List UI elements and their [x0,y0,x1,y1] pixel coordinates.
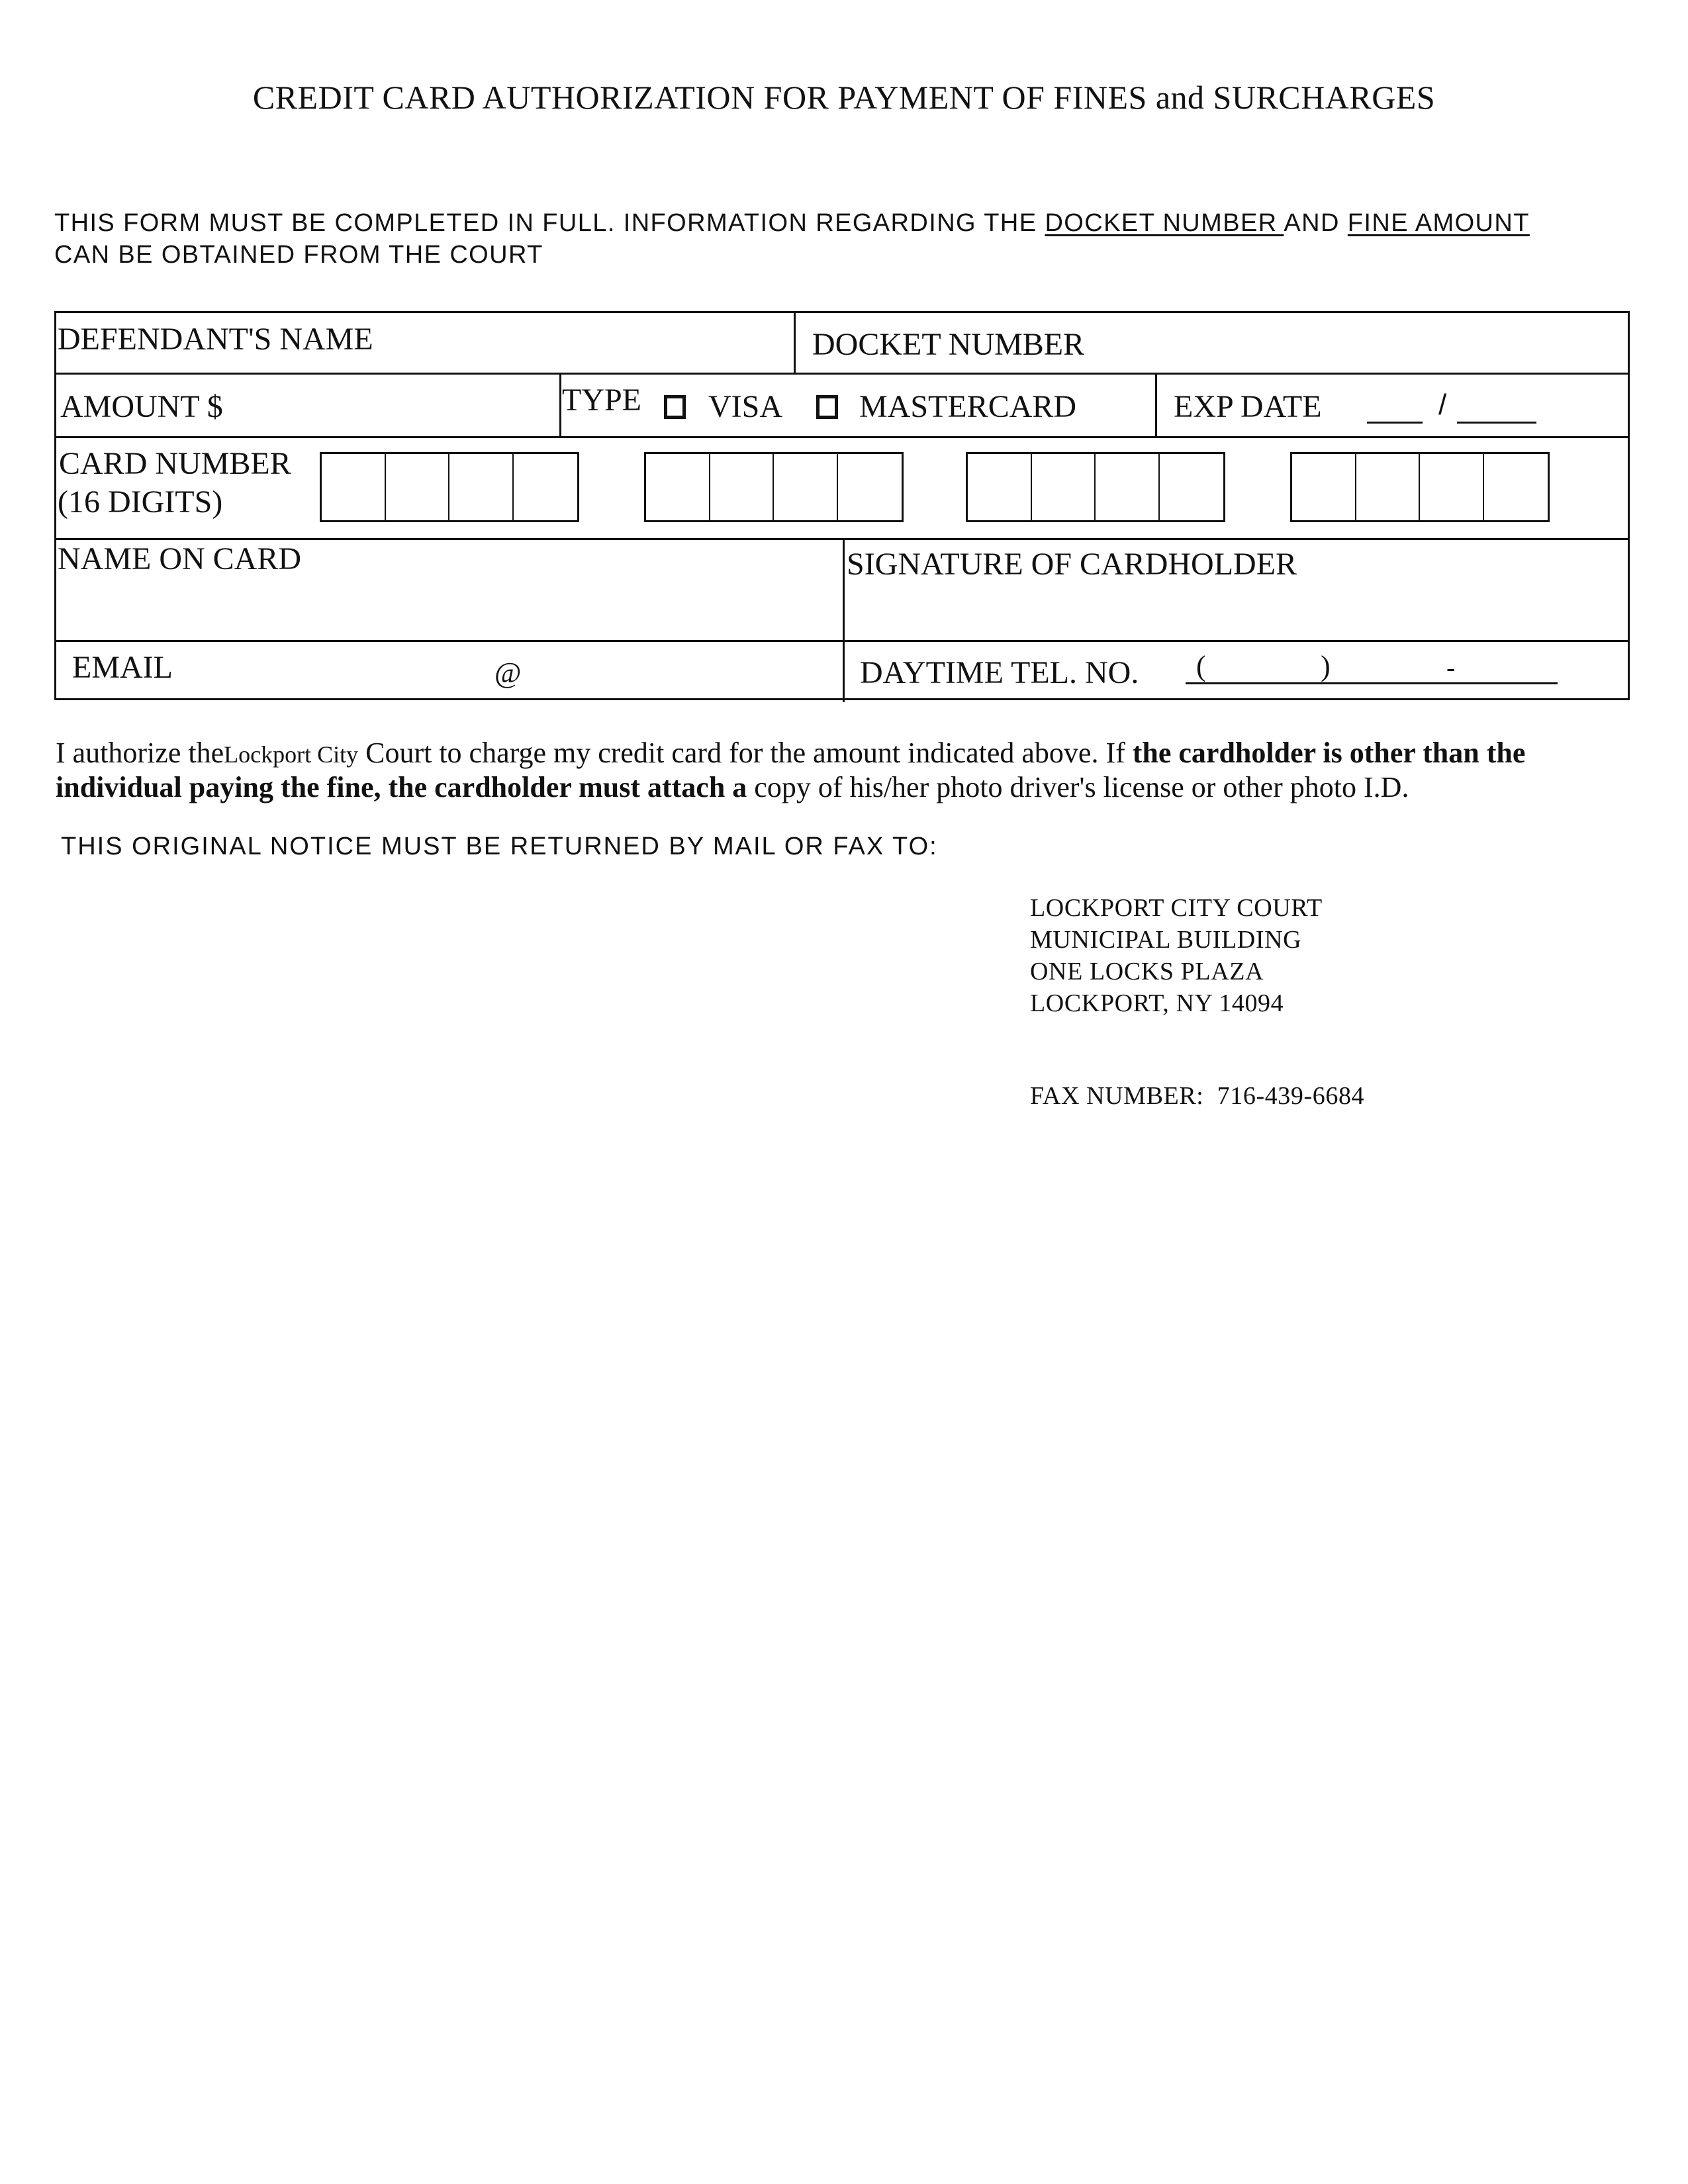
exp-year-blank[interactable] [1457,395,1536,424]
auth-bold-text: individual paying the fine, the cardholder must attach a [56,771,747,803]
address-line-4: LOCKPORT, NY 14094 [1030,989,1284,1017]
intro-and: AND [1284,209,1348,237]
phone-blank[interactable] [1186,656,1558,684]
card-digit-box[interactable] [710,454,774,520]
payment-form [54,311,1630,700]
address-line-3: ONE LOCKS PLAZA [1030,958,1264,985]
fax-label: FAX NUMBER: [1030,1082,1204,1110]
court-name-inline: Lockport City [224,741,359,768]
card-digit-box[interactable] [1160,454,1223,520]
card-digits-label: (16 DIGITS) [58,484,223,520]
amount-field[interactable]: AMOUNT $ [60,389,223,424]
visa-checkbox[interactable] [664,395,686,419]
defendants-name-field[interactable]: DEFENDANT'S NAME [58,322,373,357]
card-digit-group-3[interactable] [966,452,1225,522]
card-digit-box[interactable] [1032,454,1096,520]
intro-text: THIS FORM MUST BE COMPLETED IN FULL. INFORMATION REGARDING THE [54,209,1045,237]
card-digit-group-2[interactable] [644,452,904,522]
address-line-1: LOCKPORT CITY COURT [1030,894,1323,922]
auth-text: copy of his/her photo driver's license or other photo I.D. [747,771,1409,803]
card-digit-box[interactable] [968,454,1032,520]
signature-field[interactable]: SIGNATURE OF CARDHOLDER [847,547,1297,582]
card-digit-box[interactable] [1096,454,1160,520]
intro-line-2: CAN BE OBTAINED FROM THE COURT [54,241,543,269]
col-divider [843,538,845,702]
fine-amount-ref: FINE AMOUNT [1347,209,1530,237]
row-divider [56,640,1628,642]
phone-open-paren: ( [1196,650,1206,682]
name-on-card-field[interactable]: NAME ON CARD [58,541,302,576]
mastercard-checkbox[interactable] [816,395,838,419]
card-digit-group-1[interactable] [320,452,579,522]
exp-date-label: EXP DATE [1174,389,1322,424]
authorization-line-1 [56,736,1525,770]
type-label: TYPE [562,383,641,418]
daytime-tel-label: DAYTIME TEL. NO. [860,655,1139,690]
row-divider [56,373,1628,375]
col-divider [1155,373,1157,436]
fax-line [1030,1081,1364,1111]
card-digit-box[interactable] [1292,454,1356,520]
address-line-2: MUNICIPAL BUILDING [1030,926,1302,954]
email-field[interactable]: EMAIL [72,650,173,685]
card-digit-box[interactable] [646,454,710,520]
col-divider [559,373,561,436]
card-digit-group-4[interactable] [1290,452,1550,522]
row-divider [56,538,1628,540]
visa-label: VISA [708,389,783,424]
authorization-line-2 [56,770,1409,804]
card-digit-box[interactable] [514,454,577,520]
fax-number: 716-439-6684 [1217,1082,1365,1110]
card-digit-box[interactable] [449,454,514,520]
return-notice: THIS ORIGINAL NOTICE MUST BE RETURNED BY MAIL OR FAX TO: [61,833,938,860]
card-digit-box[interactable] [1484,454,1548,520]
phone-dash: - [1446,653,1456,682]
col-divider [794,313,796,373]
auth-text: Court to charge my credit card for the amount indicated above. If [358,737,1133,769]
card-digit-box[interactable] [774,454,838,520]
docket-number-ref: DOCKET NUMBER [1045,209,1284,237]
at-sign: @ [494,657,522,689]
card-digit-box[interactable] [322,454,386,520]
card-number-label: CARD NUMBER [59,446,291,481]
card-digit-box[interactable] [838,454,902,520]
auth-text: I authorize the [56,737,224,769]
exp-month-blank[interactable] [1367,395,1423,424]
card-digit-box[interactable] [1420,454,1484,520]
form-title: CREDIT CARD AUTHORIZATION FOR PAYMENT OF FINES and SURCHARGES [252,79,1436,116]
card-digit-box[interactable] [386,454,450,520]
exp-separator: / [1438,388,1447,421]
card-digit-box[interactable] [1356,454,1421,520]
row-divider [56,436,1628,438]
intro-line-1 [54,209,1530,238]
phone-close-paren: ) [1321,650,1331,682]
mastercard-label: MASTERCARD [859,389,1077,424]
auth-bold-text: the cardholder is other than the [1132,737,1526,769]
docket-number-field[interactable]: DOCKET NUMBER [812,327,1085,362]
